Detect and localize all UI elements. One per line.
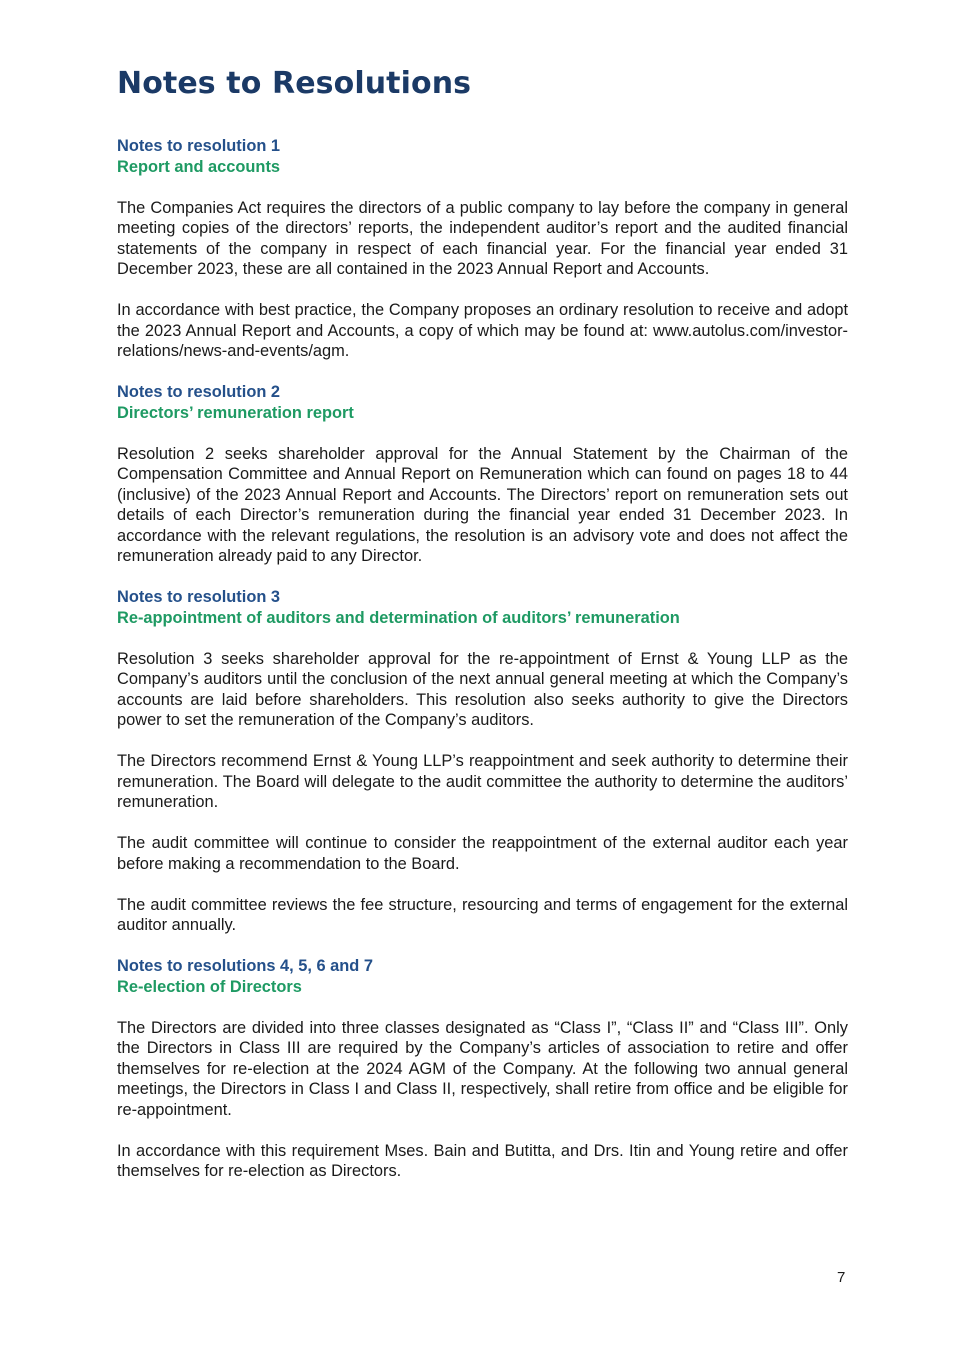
paragraph: In accordance with best practice, the Company proposes an ordinary resolution to receive and adopt the 2023 Annual Report and Accounts, a copy of which may be found at: www.autolus.com/investor-relations/news-and-events/agm.	[117, 301, 848, 360]
resolution-notes	[117, 136, 848, 1202]
paragraph: In accordance with this requirement Mses. Bain and Butitta, and Drs. Itin and Young retire and offer themselves for re-election as Directors.	[117, 1141, 848, 1180]
paragraph: The audit committee reviews the fee structure, resourcing and terms of engagement for the external auditor annually.	[117, 895, 848, 934]
section-resolution-2	[117, 382, 848, 567]
section-heading: Directors’ remuneration report	[117, 403, 354, 422]
section-label: Notes to resolution 1	[117, 137, 281, 155]
section-heading: Report and accounts	[117, 157, 281, 176]
section-label: Notes to resolutions 4, 5, 6 and 7	[117, 957, 373, 975]
section-resolution-1	[117, 136, 848, 362]
paragraph: The Directors are divided into three classes designated as “Class I”, “Class II” and “Class III”. Only the Directors in Class III are required by the Company’s articles of association to retire and offer themselves for re-election at the 2024 AGM of the Company. At the following two annual general meetings, the Directors in Class I and Class II, respectively, shall retire from office and be eligible for re-appointment.	[117, 1018, 848, 1119]
paragraph: Resolution 3 seeks shareholder approval for the re-appointment of Ernst & Young LLP as the Company’s auditors until the conclusion of the next annual general meeting at which the Company’s accounts are laid before shareholders. This resolution also seeks authority to give the Directors power to set the remuneration of the Company’s auditors.	[117, 649, 848, 729]
section-label: Notes to resolution 2	[117, 383, 281, 401]
paragraph: The Directors recommend Ernst & Young LLP’s reappointment and seek authority to determine their remuneration. The Board will delegate to the audit committee the authority to determine the auditors’ remuneration.	[117, 752, 848, 811]
page-title: Notes to Resolutions	[117, 66, 472, 101]
page-number: 7	[837, 1269, 846, 1286]
section-resolutions-4-7	[117, 956, 848, 1182]
section-resolution-3	[117, 587, 848, 936]
section-heading: Re-appointment of auditors and determination of auditors’ remuneration	[117, 608, 680, 627]
paragraph: Resolution 2 seeks shareholder approval for the Annual Statement by the Chairman of the Compensation Committee and Annual Report on Remuneration which can found on pages 18 to 44 (inclusive) of the 2023 Annual Report and Accounts. The Directors’ report on remuneration sets out details of each Director’s remuneration during the financial year ended 31 December 2023. In accordance with the relevant regulations, the resolution is an advisory vote and does not affect the remuneration already paid to any Director.	[117, 444, 848, 565]
section-label: Notes to resolution 3	[117, 588, 281, 606]
paragraph: The Companies Act requires the directors of a public company to lay before the company in general meeting copies of the directors’ reports, the independent auditor’s report and the audited financial statements of the company in respect of each financial year. For the financial year ended 31 December 2023, these are all contained in the 2023 Annual Report and Accounts.	[117, 198, 848, 278]
paragraph: The audit committee will continue to consider the reappointment of the external auditor each year before making a recommendation to the Board.	[117, 834, 848, 873]
section-heading: Re-election of Directors	[117, 977, 302, 996]
